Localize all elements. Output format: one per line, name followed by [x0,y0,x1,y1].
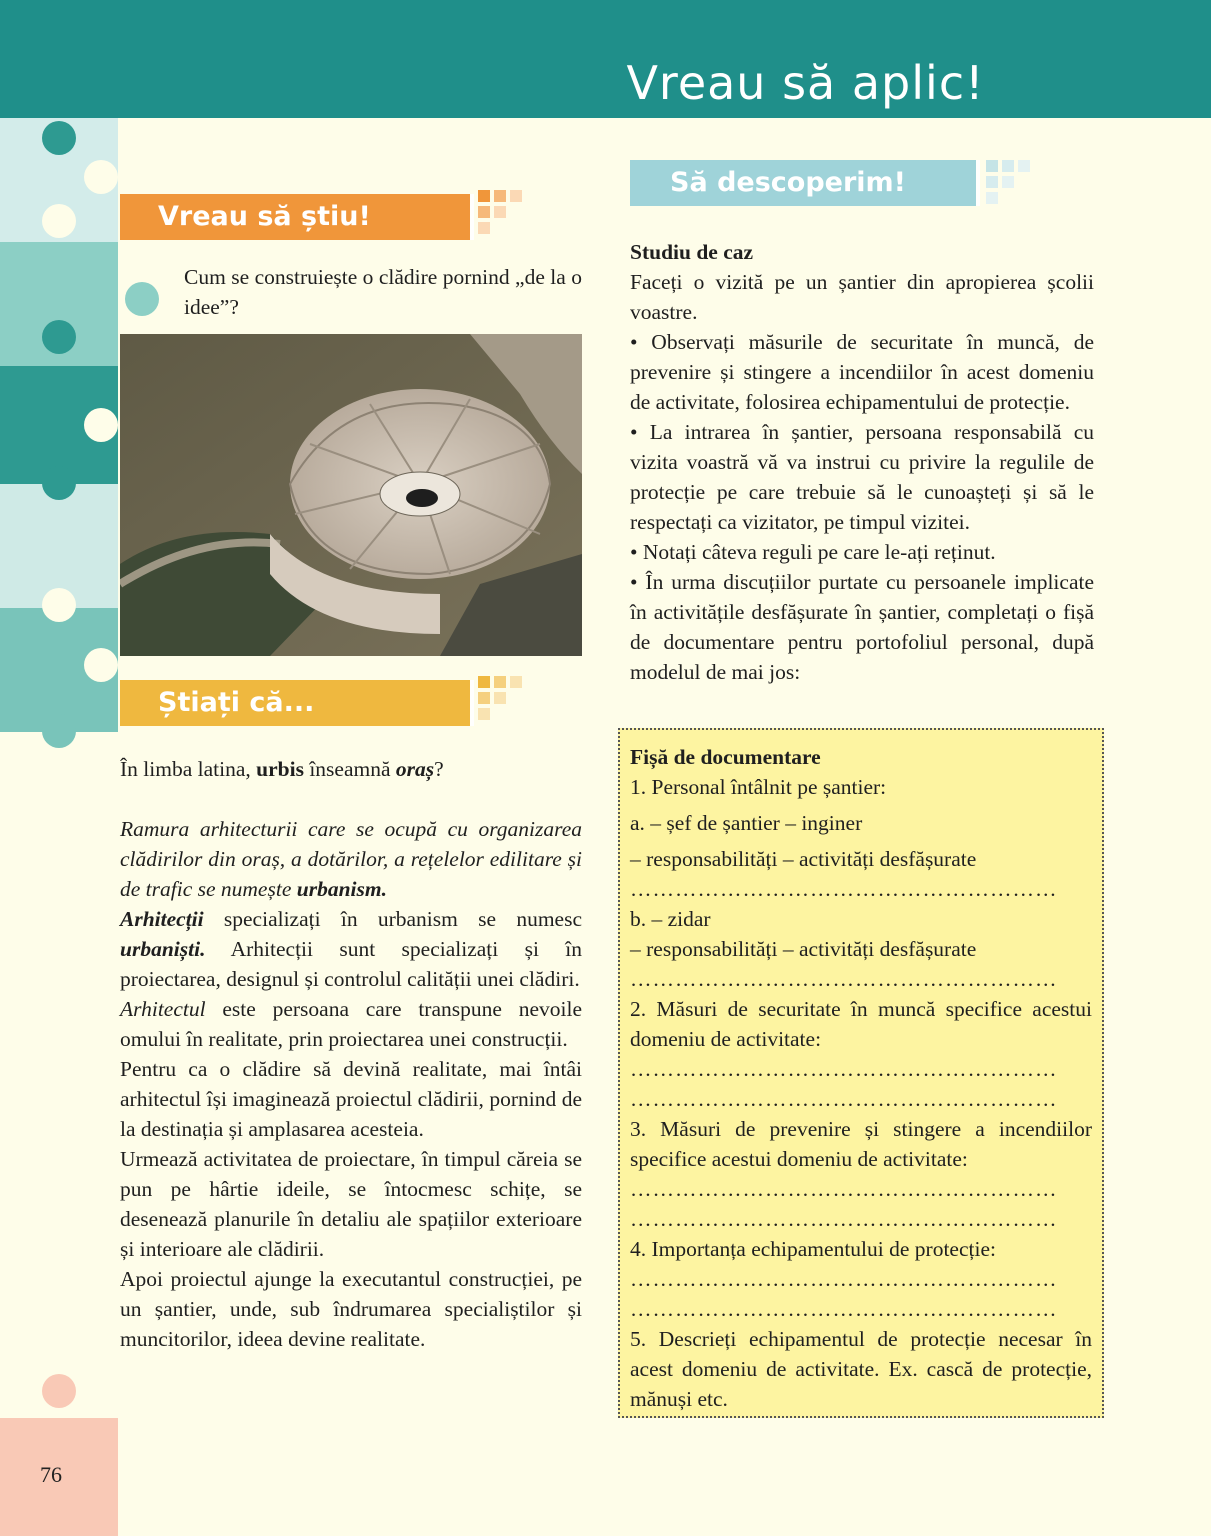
sheet-item-1b-resp: – responsabilități – activități desfășurate [630,937,977,961]
title-banner [0,0,1211,118]
header-edge [470,680,474,726]
case-study-intro: Faceți o vizită pe un șantier din apropierea școlii voastre. [630,270,1094,324]
bullet-1: • Observați măsurile de securitate în muncă, de prevenire și stingere a incendiilor în acest domeniu de activitate, folosirea echipamentului de protecție. [630,330,1094,414]
header-edge [470,194,474,240]
sheet-item-1b: b. – zidar [630,907,711,931]
sheet-item-3: 3. Măsuri de prevenire și stingere a incendiilor specifice acestui domeniu de activitate: [630,1117,1092,1171]
documentation-sheet [618,728,1104,1418]
case-study-title: Studiu de caz [630,240,754,264]
fill-in-line[interactable]: ………………………………………………… [630,1297,1058,1321]
arhitect-paragraph: Arhitectul este persoana care transpune nevoile omului în realitate, prin proiectarea unei construcții. [120,997,582,1051]
section-header-label: Să descoperim! [670,167,906,198]
urbanism-paragraph: Ramura arhitecturii care se ocupă cu organizarea clădirilor din oraș, a dotărilor, a rețelelor edilitare și de trafic se numește urbanism. [120,817,582,901]
paragraph-6: Apoi proiectul ajunge la executantul construcției, pe un șantier, unde, sub îndrumarea specialiștilor și muncitorilor, ideea devine realitate. [120,1267,582,1351]
bullet-2: • La intrarea în șantier, persoana responsabilă cu vizita voastră vă va instrui cu privire la regulile de protecție pe care trebuie să le cunoașteți și să le respectați ca vizitator, pe timpul vizitei. [630,420,1094,534]
bullet-3: • Notați câteva reguli pe care le-ați reținut. [630,540,996,564]
section-header-vreau-sa-stiu [120,194,470,240]
header-edge [976,160,980,206]
fill-in-line[interactable]: ………………………………………………… [630,1087,1058,1111]
bullet-4: • În urma discuțiilor purtate cu persoanele implicate în activitățile desfășurate în șantier, completați o fișă de documentare pentru portofoliul personal, după modelul de mai jos: [630,570,1094,684]
sheet-item-4: 4. Importanța echipamentului de protecție: [630,1237,996,1261]
page-title: Vreau să aplic! [626,56,985,110]
fill-in-line[interactable]: ………………………………………………… [630,1267,1058,1291]
urbanisti-paragraph: Arhitecții specializați în urbanism se numesc urbaniști. Arhitecții sunt specializați și în proiectarea, designul și controlul calității unei clădiri. [120,907,582,991]
section-header-label: Știați că... [158,687,315,718]
intro-question: Cum se construiește o clădire pornind „de la o idee”? [184,265,582,319]
fill-in-line[interactable]: ………………………………………………… [630,1177,1058,1201]
fill-in-line[interactable]: ………………………………………………… [630,1057,1058,1081]
page-number: 76 [40,1462,62,1487]
fill-in-line[interactable]: ………………………………………………… [630,1207,1058,1231]
puzzle-decoration [0,118,118,1536]
case-study-text [630,237,1094,687]
paragraph-4: Pentru ca o clădire să devină realitate, mai întâi arhitectul își imaginează proiectul clădirii, pornind de la destinația și amplasarea acesteia. [120,1057,582,1141]
sheet-item-2: 2. Măsuri de securitate în muncă specifice acestui domeniu de activitate: [630,997,1092,1051]
paragraph-5: Urmează activitatea de proiectare, în timpul căreia se pun pe hârtie ideile, se întocmesc schițe, se desenează planurile în detaliu ale spațiilor exterioare și interioare ale clădirii. [120,1147,582,1261]
sheet-item-5: 5. Descrieți echipamentul de protecție necesar în acest domeniu de activitate. Ex. cască de protecție, mănuși etc. [630,1327,1092,1411]
sheet-item-1a: a. – șef de șantier – inginer [630,811,863,835]
building-photo [120,334,582,656]
section-header-stiati-ca [120,680,470,726]
fill-in-line[interactable]: ………………………………………………… [630,967,1058,991]
sheet-item-1a-resp: – responsabilități – activități desfășurate [630,847,977,871]
fill-in-line[interactable]: ………………………………………………… [630,877,1058,901]
section-header-sa-descoperim [630,160,976,206]
sheet-item-1: 1. Personal întâlnit pe șantier: [630,775,887,799]
fact-text: În limba latina, urbis înseamnă oraș? [120,757,444,781]
section-header-label: Vreau să știu! [158,201,371,232]
sheet-title: Fișă de documentare [630,745,821,769]
info-text [120,814,582,1354]
